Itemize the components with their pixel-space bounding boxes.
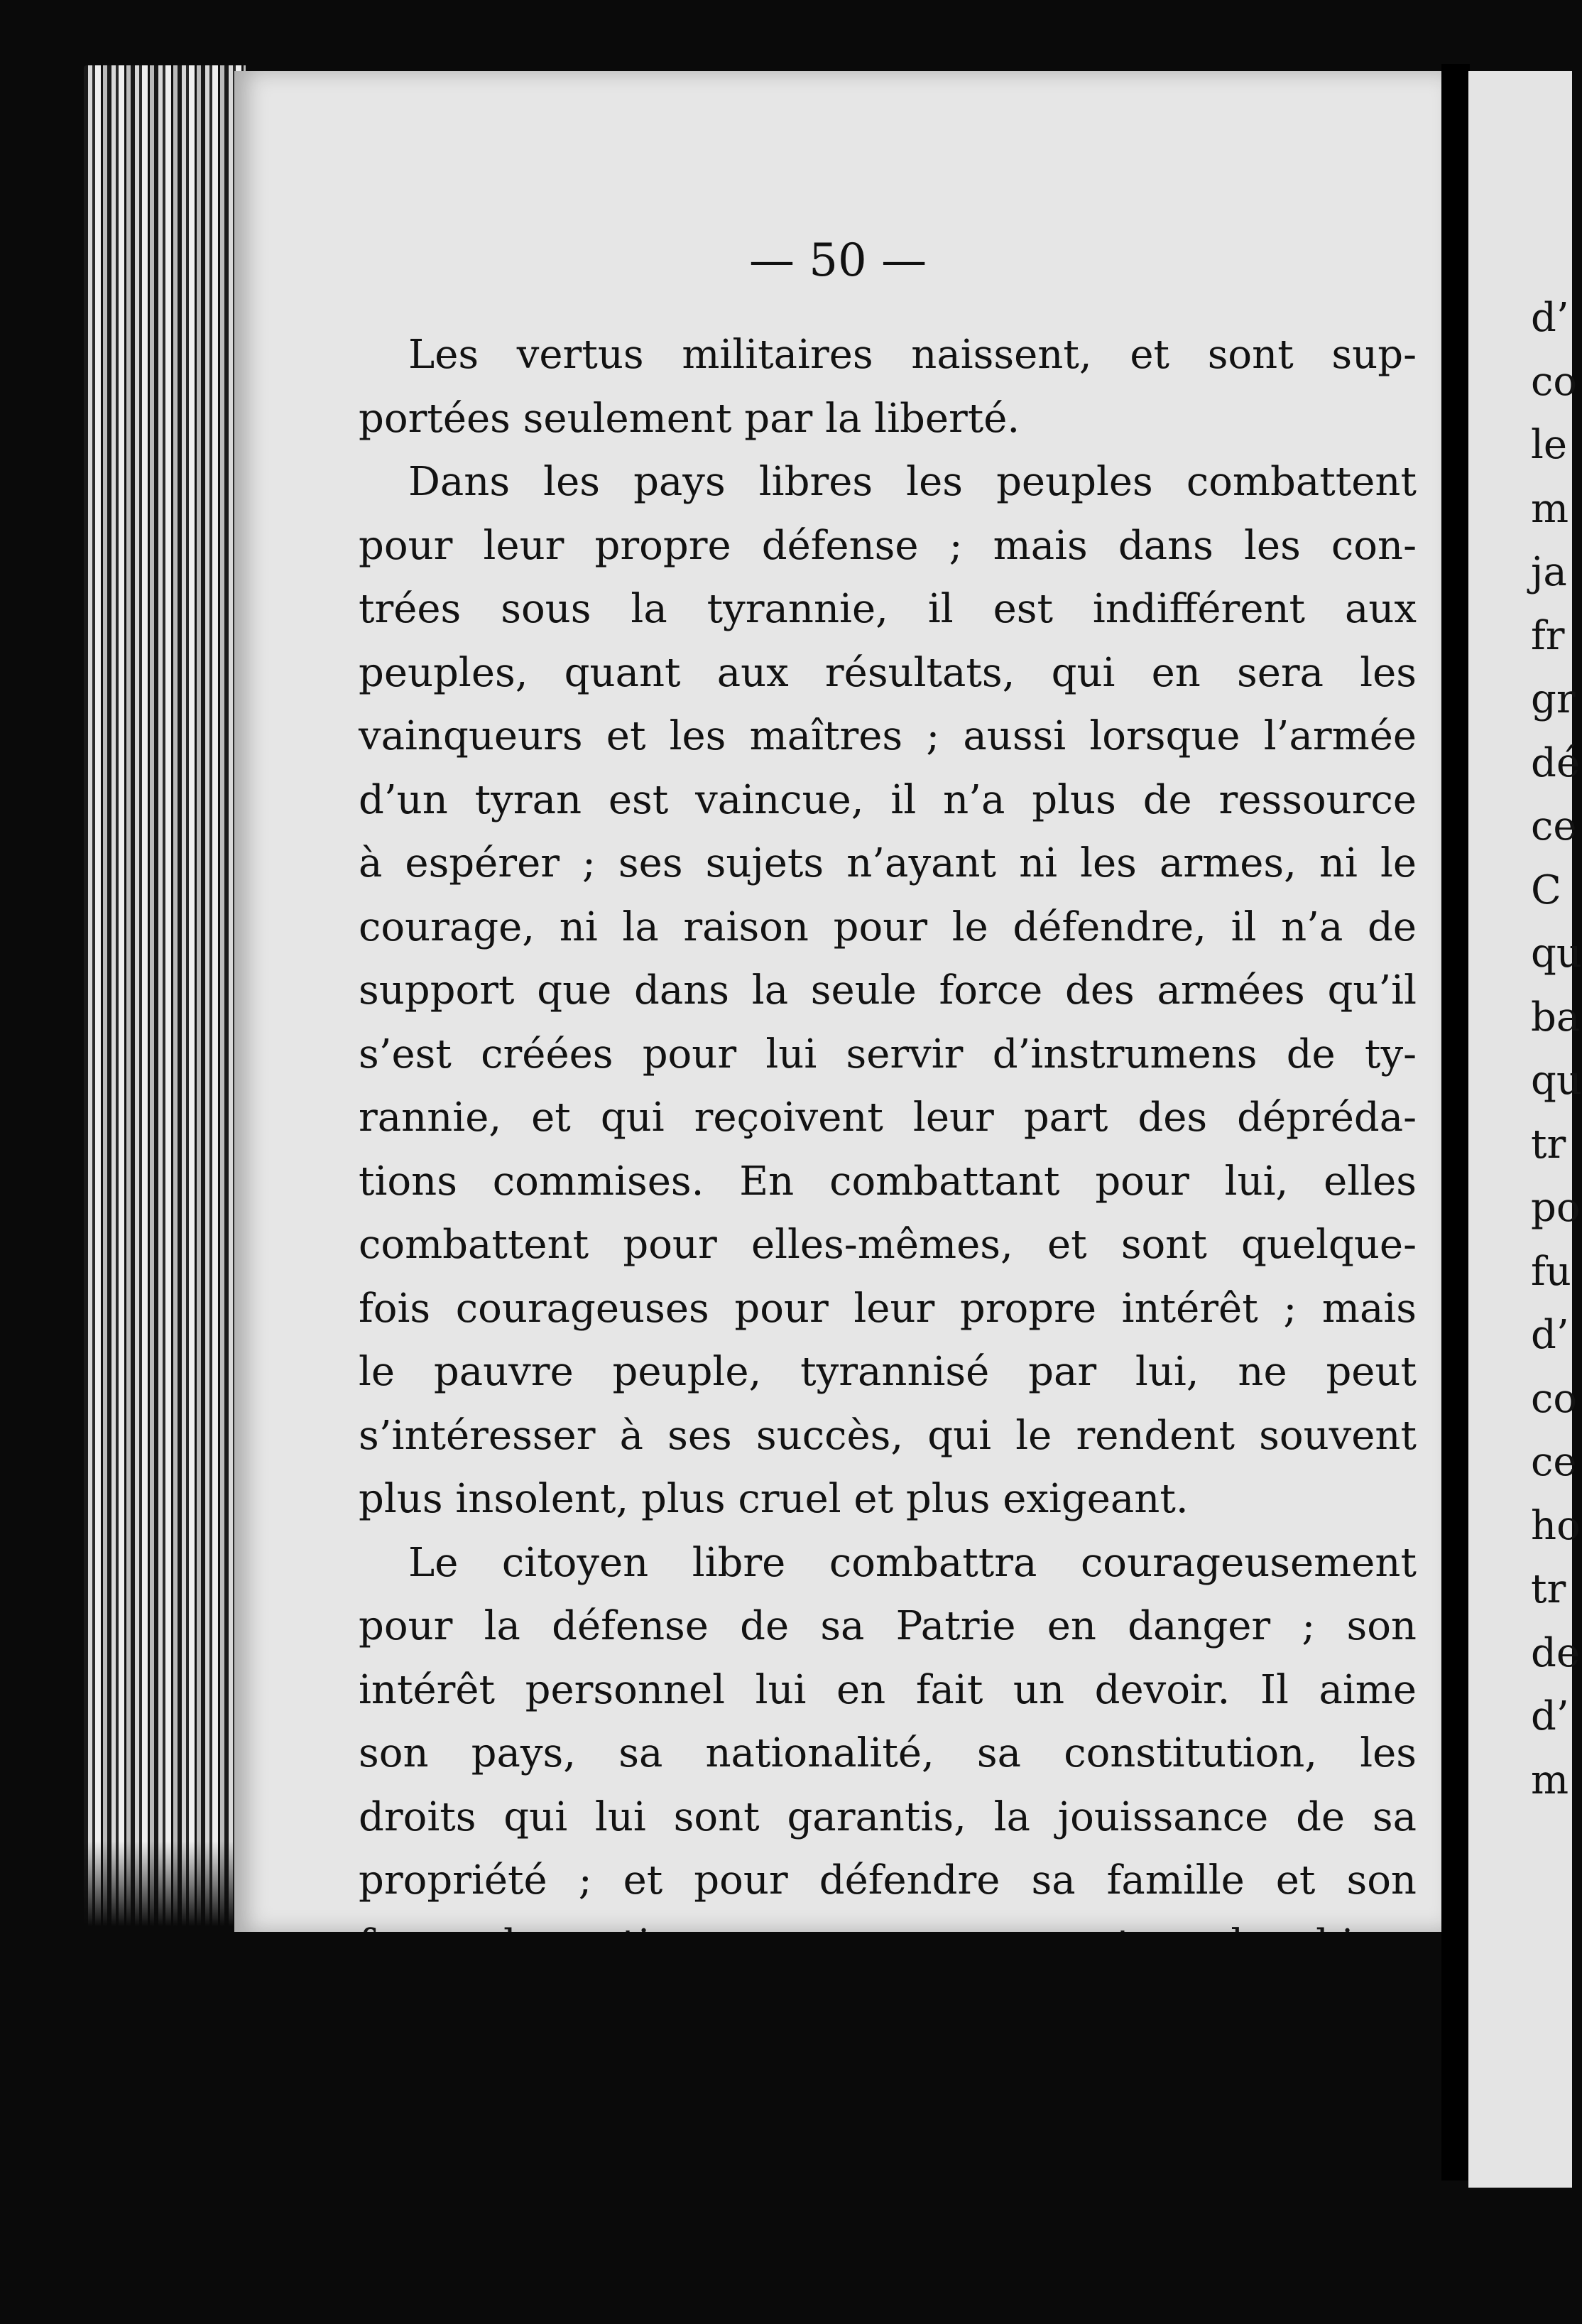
text-line: propriété ; et pour défendre sa famille et son: [359, 1857, 1417, 1904]
background-shadow: [0, 1932, 1441, 2324]
book-page: [234, 71, 1441, 1932]
text-line: son pays, sa nationalité, sa constitution, les: [359, 1730, 1417, 1776]
next-page-fragment: co: [1531, 1375, 1578, 1422]
text-line: vainqueurs et les maîtres ; aussi lorsque l’armée: [359, 713, 1417, 759]
text-line: tions commises. En combattant pour lui, elles: [359, 1158, 1417, 1205]
next-page-fragment: d’: [1531, 295, 1569, 341]
text-line: courage, ni la raison pour le défendre, il n’a de: [359, 903, 1417, 950]
next-page-strip: [1468, 71, 1582, 2188]
page-number: — 50 —: [748, 234, 927, 287]
text-line: le pauvre peuple, tyrannisé par lui, ne peut: [359, 1349, 1417, 1395]
next-page-fragment: m: [1531, 1756, 1569, 1803]
next-page-fragment: tr: [1531, 1121, 1566, 1168]
next-page-fragment: de: [1531, 1629, 1580, 1676]
page-edges: [84, 65, 246, 1926]
text-line: plus insolent, plus cruel et plus exigeant.: [359, 1476, 1189, 1522]
next-page-fragment: C: [1531, 867, 1561, 913]
text-line: pour leur propre défense ; mais dans les con-: [359, 522, 1417, 569]
text-line: d’un tyran est vaincue, il n’a plus de ressource: [359, 776, 1417, 823]
text-line: s’est créées pour lui servir d’instrumens de ty-: [359, 1031, 1417, 1077]
text-line: Le citoyen libre combattra courageusement: [408, 1539, 1417, 1586]
next-page-fragment: co: [1531, 358, 1578, 405]
next-page-fragment: le: [1531, 422, 1568, 468]
text-line: Les vertus militaires naissent, et sont sup-: [408, 332, 1417, 378]
next-page-fragment: fu: [1531, 1248, 1571, 1295]
next-page-fragment: ho: [1531, 1502, 1581, 1549]
text-line: fois courageuses pour leur propre intérêt ; mais: [359, 1285, 1417, 1332]
next-page-fragment: ba: [1531, 994, 1581, 1041]
text-line: portées seulement par la liberté.: [359, 395, 1020, 442]
next-page-fragment: ce: [1531, 1439, 1577, 1485]
next-page-fragment: qu: [1531, 1058, 1582, 1104]
text-line: trées sous la tyrannie, il est indifférent aux: [359, 586, 1417, 632]
next-page-fragment: po: [1531, 1185, 1581, 1231]
text-line: à espérer ; ses sujets n’ayant ni les armes, ni le: [359, 840, 1417, 886]
page-text: [359, 323, 1417, 2040]
text-line: intérêt personnel lui en fait un devoir. Il aime: [359, 1666, 1417, 1713]
text-line: droits qui lui sont garantis, la jouissance de sa: [359, 1793, 1417, 1840]
next-page-fragment: d’: [1531, 1693, 1569, 1739]
text-line: peuples, quant aux résultats, qui en sera les: [359, 649, 1417, 696]
text-line: pour la défense de sa Patrie en danger ; son: [359, 1603, 1417, 1649]
next-page-fragment: d’: [1531, 1312, 1569, 1358]
text-line: Dans les pays libres les peuples combattent: [408, 459, 1417, 505]
next-page-fragment: fr: [1531, 612, 1565, 659]
book-gutter: [1441, 64, 1470, 2181]
next-page-fragment: m: [1531, 485, 1569, 532]
text-line: rannie, et qui reçoivent leur part des dépréda-: [359, 1095, 1417, 1141]
next-page-fragment: qu: [1531, 930, 1582, 977]
next-page-fragment: dé: [1531, 739, 1580, 786]
text-line: s’intéresser à ses succès, qui le rendent souvent: [359, 1412, 1417, 1459]
text-line: combattent pour elles-mêmes, et sont quelque-: [359, 1222, 1417, 1268]
next-page-fragment: tr: [1531, 1566, 1566, 1612]
text-line: support que dans la seule force des armées qu’il: [359, 967, 1417, 1014]
next-page-fragment: gr: [1531, 676, 1576, 722]
next-page-fragment: ce: [1531, 803, 1577, 849]
next-page-fragment: ja: [1531, 549, 1567, 595]
